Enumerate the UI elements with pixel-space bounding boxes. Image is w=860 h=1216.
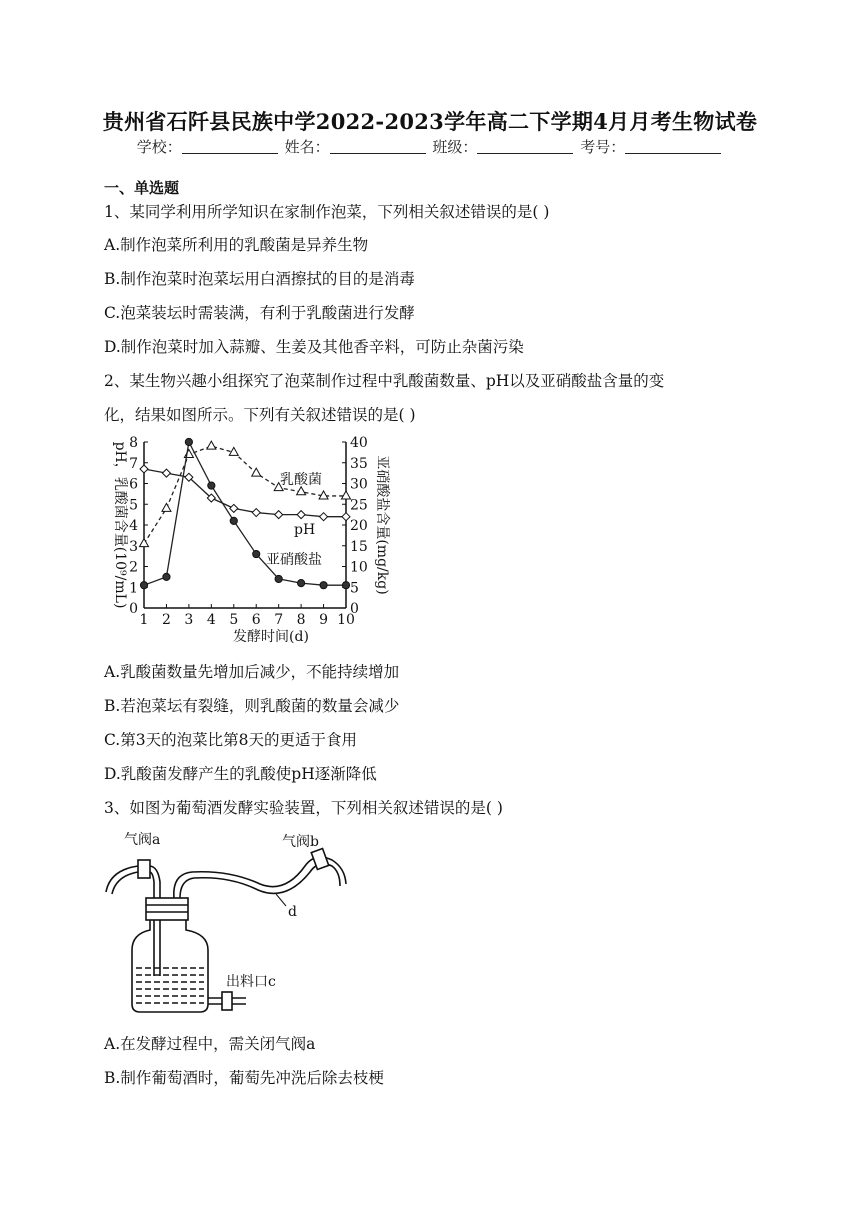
nitrite-point bbox=[342, 582, 349, 589]
name-blank[interactable] bbox=[330, 139, 426, 154]
ph-point bbox=[275, 511, 283, 519]
q1-option-a: A.制作泡菜所利用的乳酸菌是异养生物 bbox=[104, 236, 369, 254]
x-tick-label: 6 bbox=[251, 612, 261, 628]
right-tick-label: 0 bbox=[350, 601, 359, 617]
left-tick-label: 6 bbox=[129, 476, 138, 493]
nitrite-point bbox=[320, 582, 327, 589]
right-tick-label: 15 bbox=[350, 538, 368, 555]
right-tick-label: 10 bbox=[350, 559, 368, 576]
right-tick-label: 5 bbox=[350, 580, 359, 597]
outlet-valve-icon bbox=[222, 992, 232, 1010]
nitrite-point bbox=[208, 482, 215, 489]
fermentation-apparatus-figure bbox=[100, 826, 360, 1022]
q2-stem-line2: 化，结果如图所示。下列有关叙述错误的是( ) bbox=[104, 406, 416, 424]
q2-stem-line1: 2、某生物兴趣小组探究了泡菜制作过程中乳酸菌数量、pH以及亚硝酸盐含量的变 bbox=[104, 372, 665, 390]
ph-point bbox=[140, 465, 148, 473]
q3-stem: 3、如图为葡萄酒发酵实验装置，下列相关叙述错误的是( ) bbox=[104, 799, 503, 817]
lactobacillus-point bbox=[207, 441, 216, 449]
x-tick-label: 2 bbox=[161, 612, 171, 628]
x-axis-title: 发酵时间(d) bbox=[233, 629, 309, 645]
stopper bbox=[146, 898, 188, 920]
right-tick-label: 40 bbox=[350, 435, 368, 451]
x-tick-label: 8 bbox=[296, 612, 306, 628]
left-tick-label: 2 bbox=[129, 559, 138, 576]
left-tick-label: 3 bbox=[129, 538, 138, 555]
lactobacillus-point bbox=[184, 449, 193, 457]
class-blank[interactable] bbox=[477, 139, 573, 154]
ph-point bbox=[230, 504, 238, 512]
x-tick-label: 1 bbox=[139, 612, 149, 628]
left-tick-label: 4 bbox=[129, 518, 138, 534]
nitrite-point bbox=[275, 575, 282, 582]
tube-d-inner bbox=[180, 864, 340, 898]
q1-option-d: D.制作泡菜时加入蒜瓣、生姜及其他香辛料，可防止杂菌污染 bbox=[104, 338, 524, 356]
ph-point bbox=[162, 469, 170, 477]
q2-option-d: D.乳酸菌发酵产生的乳酸使pH逐渐降低 bbox=[104, 765, 377, 783]
ph-point bbox=[320, 513, 328, 521]
q3-option-a: A.在发酵过程中，需关闭气阀a bbox=[104, 1035, 316, 1053]
left-tick-label: 8 bbox=[129, 435, 138, 451]
series-label-nitrite: 亚硝酸盐 bbox=[266, 552, 322, 568]
x-tick-label: 4 bbox=[206, 612, 216, 628]
tube-a-inner bbox=[112, 872, 154, 976]
exam-title: 贵州省石阡县民族中学2022-2023学年高二下学期4月月考生物试卷 bbox=[102, 109, 758, 134]
id-blank[interactable] bbox=[625, 139, 721, 154]
q2-option-a: A.乳酸菌数量先增加后减少，不能持续增加 bbox=[104, 663, 400, 681]
id-label: 考号： bbox=[580, 138, 626, 156]
lactobacillus-point bbox=[229, 447, 238, 455]
q1-option-c: C.泡菜装坛时需装满，有利于乳酸菌进行发酵 bbox=[104, 304, 415, 322]
nitrite-point bbox=[298, 580, 305, 587]
label-valve-b: 气阀b bbox=[282, 834, 319, 850]
ph-point bbox=[297, 511, 305, 519]
left-tick-label: 7 bbox=[129, 455, 138, 472]
nitrite-point bbox=[185, 438, 192, 445]
lactobacillus-point bbox=[252, 468, 261, 476]
q2-option-b: B.若泡菜坛有裂缝，则乳酸菌的数量会减少 bbox=[104, 697, 400, 715]
left-tick-label: 0 bbox=[129, 601, 138, 617]
right-tick-label: 25 bbox=[350, 497, 368, 514]
nitrite-point bbox=[253, 550, 260, 557]
series-label-ph: pH bbox=[294, 522, 316, 538]
left-tick-label: 5 bbox=[129, 497, 138, 514]
q1-stem: 1、某同学利用所学知识在家制作泡菜，下列相关叙述错误的是( ) bbox=[104, 203, 550, 221]
x-tick-label: 10 bbox=[337, 612, 355, 628]
school-label: 学校： bbox=[136, 138, 182, 156]
valve-b-icon bbox=[311, 848, 328, 869]
nitrite-point bbox=[230, 517, 237, 524]
right-tick-label: 20 bbox=[350, 518, 368, 534]
q1-option-b: B.制作泡菜时泡菜坛用白酒擦拭的目的是消毒 bbox=[104, 270, 415, 288]
left-tick-label: 1 bbox=[129, 580, 138, 597]
section-heading: 一、单选题 bbox=[104, 179, 180, 197]
right-tick-label: 35 bbox=[350, 455, 368, 472]
student-info-row bbox=[0, 136, 860, 157]
fermentation-chart bbox=[104, 430, 394, 646]
lactobacillus-point bbox=[140, 539, 149, 547]
x-tick-label: 9 bbox=[319, 612, 329, 628]
q3-option-b: B.制作葡萄酒时，葡萄先冲洗后除去枝梗 bbox=[104, 1069, 384, 1087]
label-valve-a: 气阀a bbox=[124, 832, 161, 848]
series-label-lactobacillus: 乳酸菌 bbox=[280, 472, 322, 488]
q2-option-c: C.第3天的泡菜比第8天的更适于食用 bbox=[104, 731, 357, 749]
x-tick-label: 3 bbox=[184, 612, 194, 628]
x-tick-label: 5 bbox=[229, 612, 239, 628]
ph-point bbox=[342, 513, 350, 521]
lactobacillus-point bbox=[162, 503, 171, 511]
bottle bbox=[132, 920, 208, 1012]
x-tick-label: 7 bbox=[274, 612, 284, 628]
name-label: 姓名： bbox=[284, 138, 330, 156]
valve-a-icon bbox=[138, 860, 150, 878]
nitrite-point bbox=[140, 582, 147, 589]
left-axis-title: pH，乳酸菌含量(10⁹/mL) bbox=[112, 441, 128, 609]
ph-point bbox=[252, 509, 260, 517]
outlet-tube bbox=[208, 998, 222, 1004]
nitrite-point bbox=[163, 573, 170, 580]
class-label: 班级： bbox=[432, 138, 478, 156]
school-blank[interactable] bbox=[182, 139, 278, 154]
label-tube-d: d bbox=[288, 904, 297, 920]
label-outlet-c: 出料口c bbox=[226, 974, 276, 990]
right-tick-label: 30 bbox=[350, 476, 368, 493]
tube-a bbox=[106, 866, 160, 976]
liquid-lines bbox=[136, 968, 204, 1003]
right-axis-title: 亚硝酸盐含量(mg/kg) bbox=[374, 455, 390, 595]
